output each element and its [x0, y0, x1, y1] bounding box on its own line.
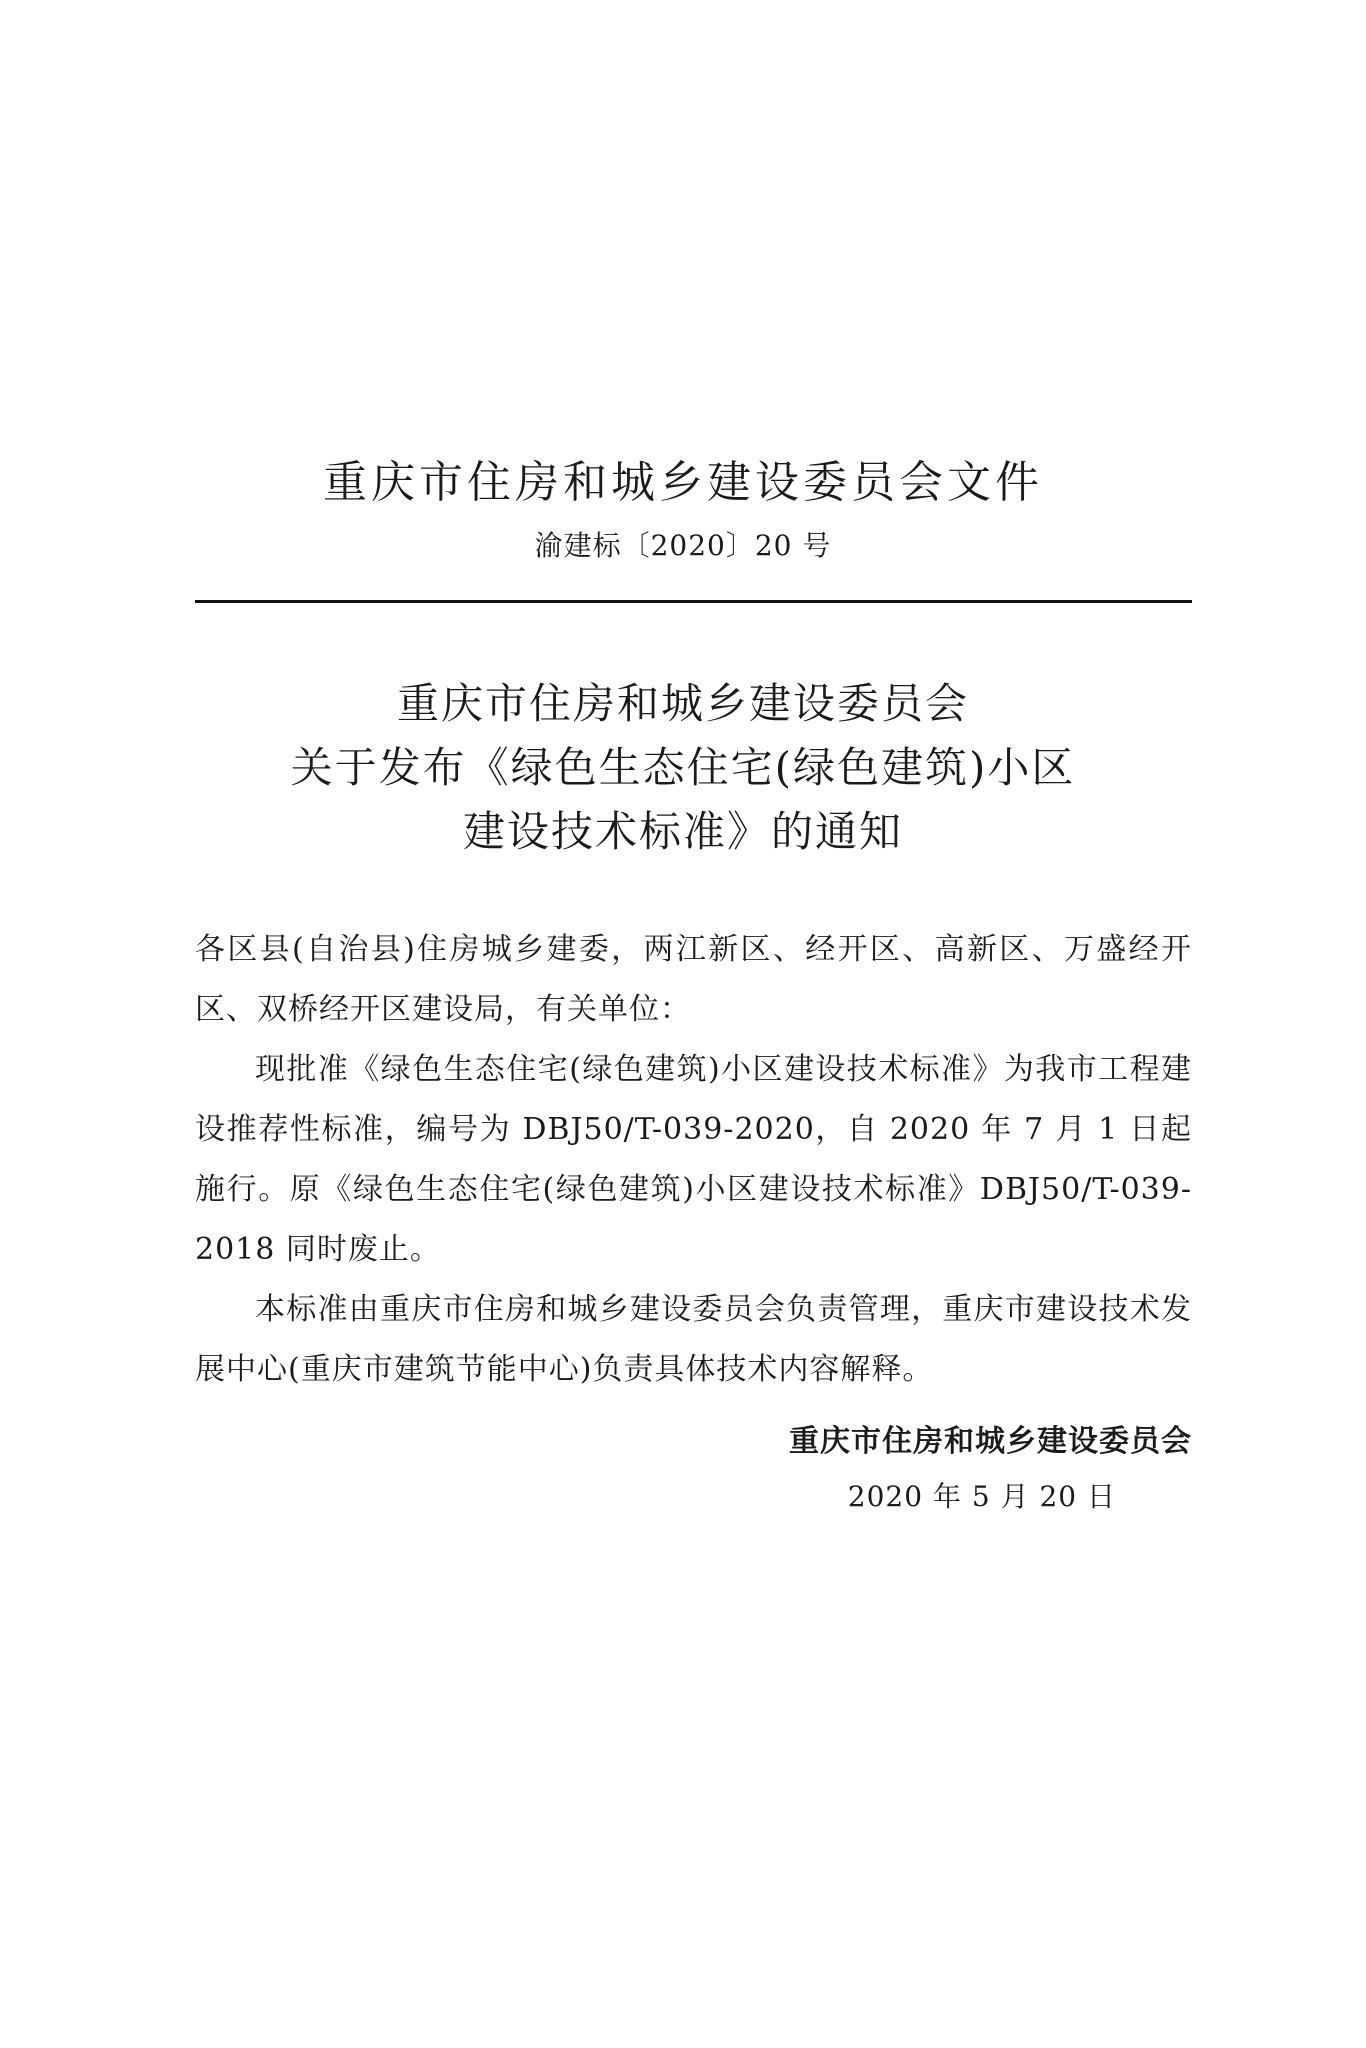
document-number: 渝建标〔2020〕20 号	[534, 529, 832, 562]
notice-body	[195, 920, 1192, 1400]
notice-title-line-1: 重庆市住房和城乡建设委员会	[396, 679, 969, 728]
body-paragraph-1: 现批准《绿色生态住宅(绿色建筑)小区建设技术标准》为我市工程建设推荐性标准，编号为 DBJ50/T-039-2020，自 2020 年 7 月 1 日起施行。原《绿色生态住宅(绿色建筑)小区建设技术标准》DBJ50/T-039-2018 同时废止。	[195, 1052, 1192, 1267]
notice-title	[0, 672, 1366, 864]
header-divider	[195, 600, 1192, 603]
notice-title-line-3: 建设技术标准》的通知	[462, 807, 903, 856]
salutation: 各区县(自治县)住房城乡建委，两江新区、经开区、高新区、万盛经开区、双桥经开区建设局，有关单位：	[195, 932, 1192, 1027]
signature-org: 重庆市住房和城乡建设委员会	[789, 1424, 1192, 1459]
notice-title-line-2: 关于发布《绿色生态住宅(绿色建筑)小区	[290, 743, 1076, 792]
body-paragraph-2: 本标准由重庆市住房和城乡建设委员会负责管理，重庆市建设技术发展中心(重庆市建筑节能中心)负责具体技术内容解释。	[195, 1292, 1192, 1387]
signature-date: 2020 年 5 月 20 日	[847, 1480, 1116, 1513]
document-header-org-title: 重庆市住房和城乡建设委员会文件	[323, 457, 1043, 508]
